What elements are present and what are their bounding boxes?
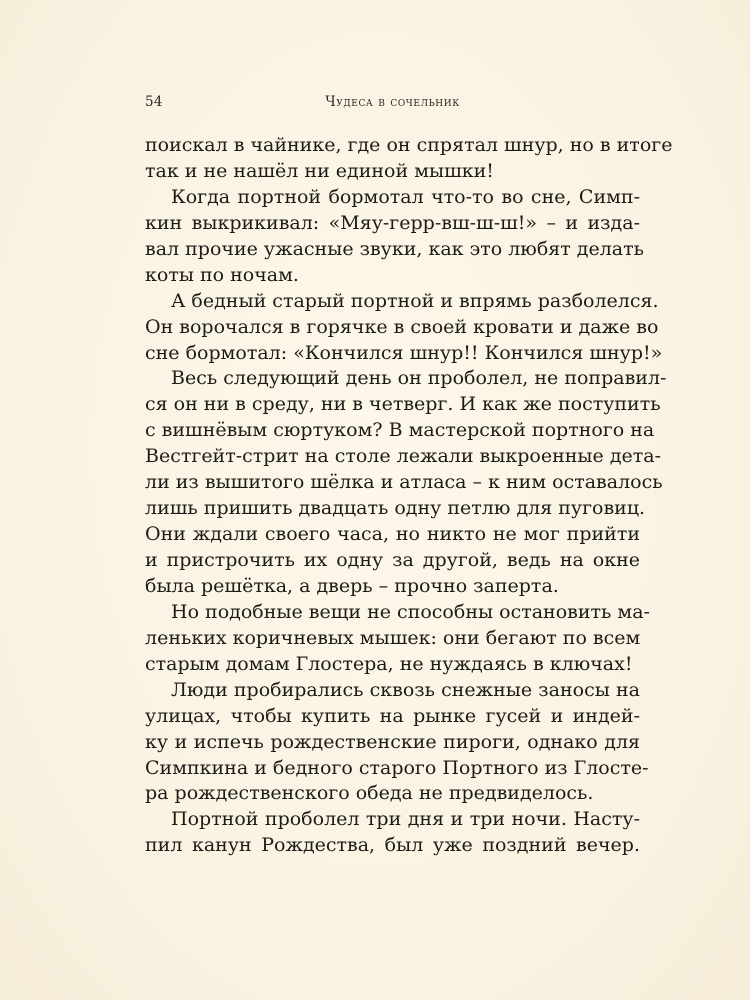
text-line: вал прочие ужасные звуки, как это любят делать [145,237,644,260]
text-line: Портной проболел три дня и три ночи. Насту- [171,808,640,831]
text-line: была решётка, а дверь – прочно заперта. [145,574,559,597]
text-line: Он ворочался в горячке в своей кровати и даже во [145,315,659,338]
running-head [145,94,640,114]
text-line: А бедный старый портной и впрямь разболелся. [171,289,659,312]
text-line: пил канун Рождества, был уже поздний вечер. [145,834,640,857]
text-line: ра рождественского обеда не предвиделось. [145,782,594,805]
text-line: лишь пришить двадцать одну петлю для пуговиц. [145,497,646,520]
paragraph [145,133,673,185]
text-line: Но подобные вещи не способны остановить ма- [171,600,650,623]
paragraph [145,600,650,678]
paragraph [145,678,649,808]
text-line: ли из вышитого шёлка и атласа – к ним оставалось [145,471,663,494]
text-line: Весь следующий день он проболел, не поправил- [171,367,667,390]
paragraph [145,185,644,289]
text-line: коты по ночам. [145,263,299,286]
paragraph [145,807,640,859]
text-line: Люди пробирались сквозь снежные заносы на [171,678,640,701]
body-text [145,133,673,859]
text-line: сне бормотал: «Кончился шнур!! Кончился шнур!» [145,341,663,364]
text-line: поискал в чайнике, где он спрятал шнур, но в итоге [145,134,673,156]
paragraph [145,289,663,367]
text-line: Вестгейт-стрит на столе лежали выкроенные дета- [145,445,662,468]
text-line: ся он ни в среду, ни в четверг. И как же поступить [145,393,661,416]
text-line: и пристрочить их одну за другой, ведь на окне [145,549,640,571]
text-line: Симпкина и бедного старого Портного из Глосте- [145,756,649,779]
text-line: так и не нашёл ни единой мышки! [145,159,494,182]
page-number: 54 [145,94,163,110]
text-line: Когда портной бормотал что-то во сне, Симп- [171,185,640,208]
text-line: с вишнёвым сюртуком? В мастерской портного на [145,419,655,442]
text-line: кин выкрикивал: «Мяу-герр-вш-ш-ш!» – и изда- [145,211,640,234]
text-line: Они ждали своего часа, но никто не мог прийти [145,523,640,546]
running-title: Чудеса в сочельник [325,94,460,110]
text-line: улицах, чтобы купить на рынке гусей и индей- [145,704,640,727]
text-line: старым домам Глостера, не нуждаясь в ключах! [145,652,633,675]
paragraph [145,366,667,599]
text-line: ку и испечь рождественские пироги, однако для [145,730,640,753]
text-line: леньких коричневых мышек: они бегают по всем [145,626,641,649]
